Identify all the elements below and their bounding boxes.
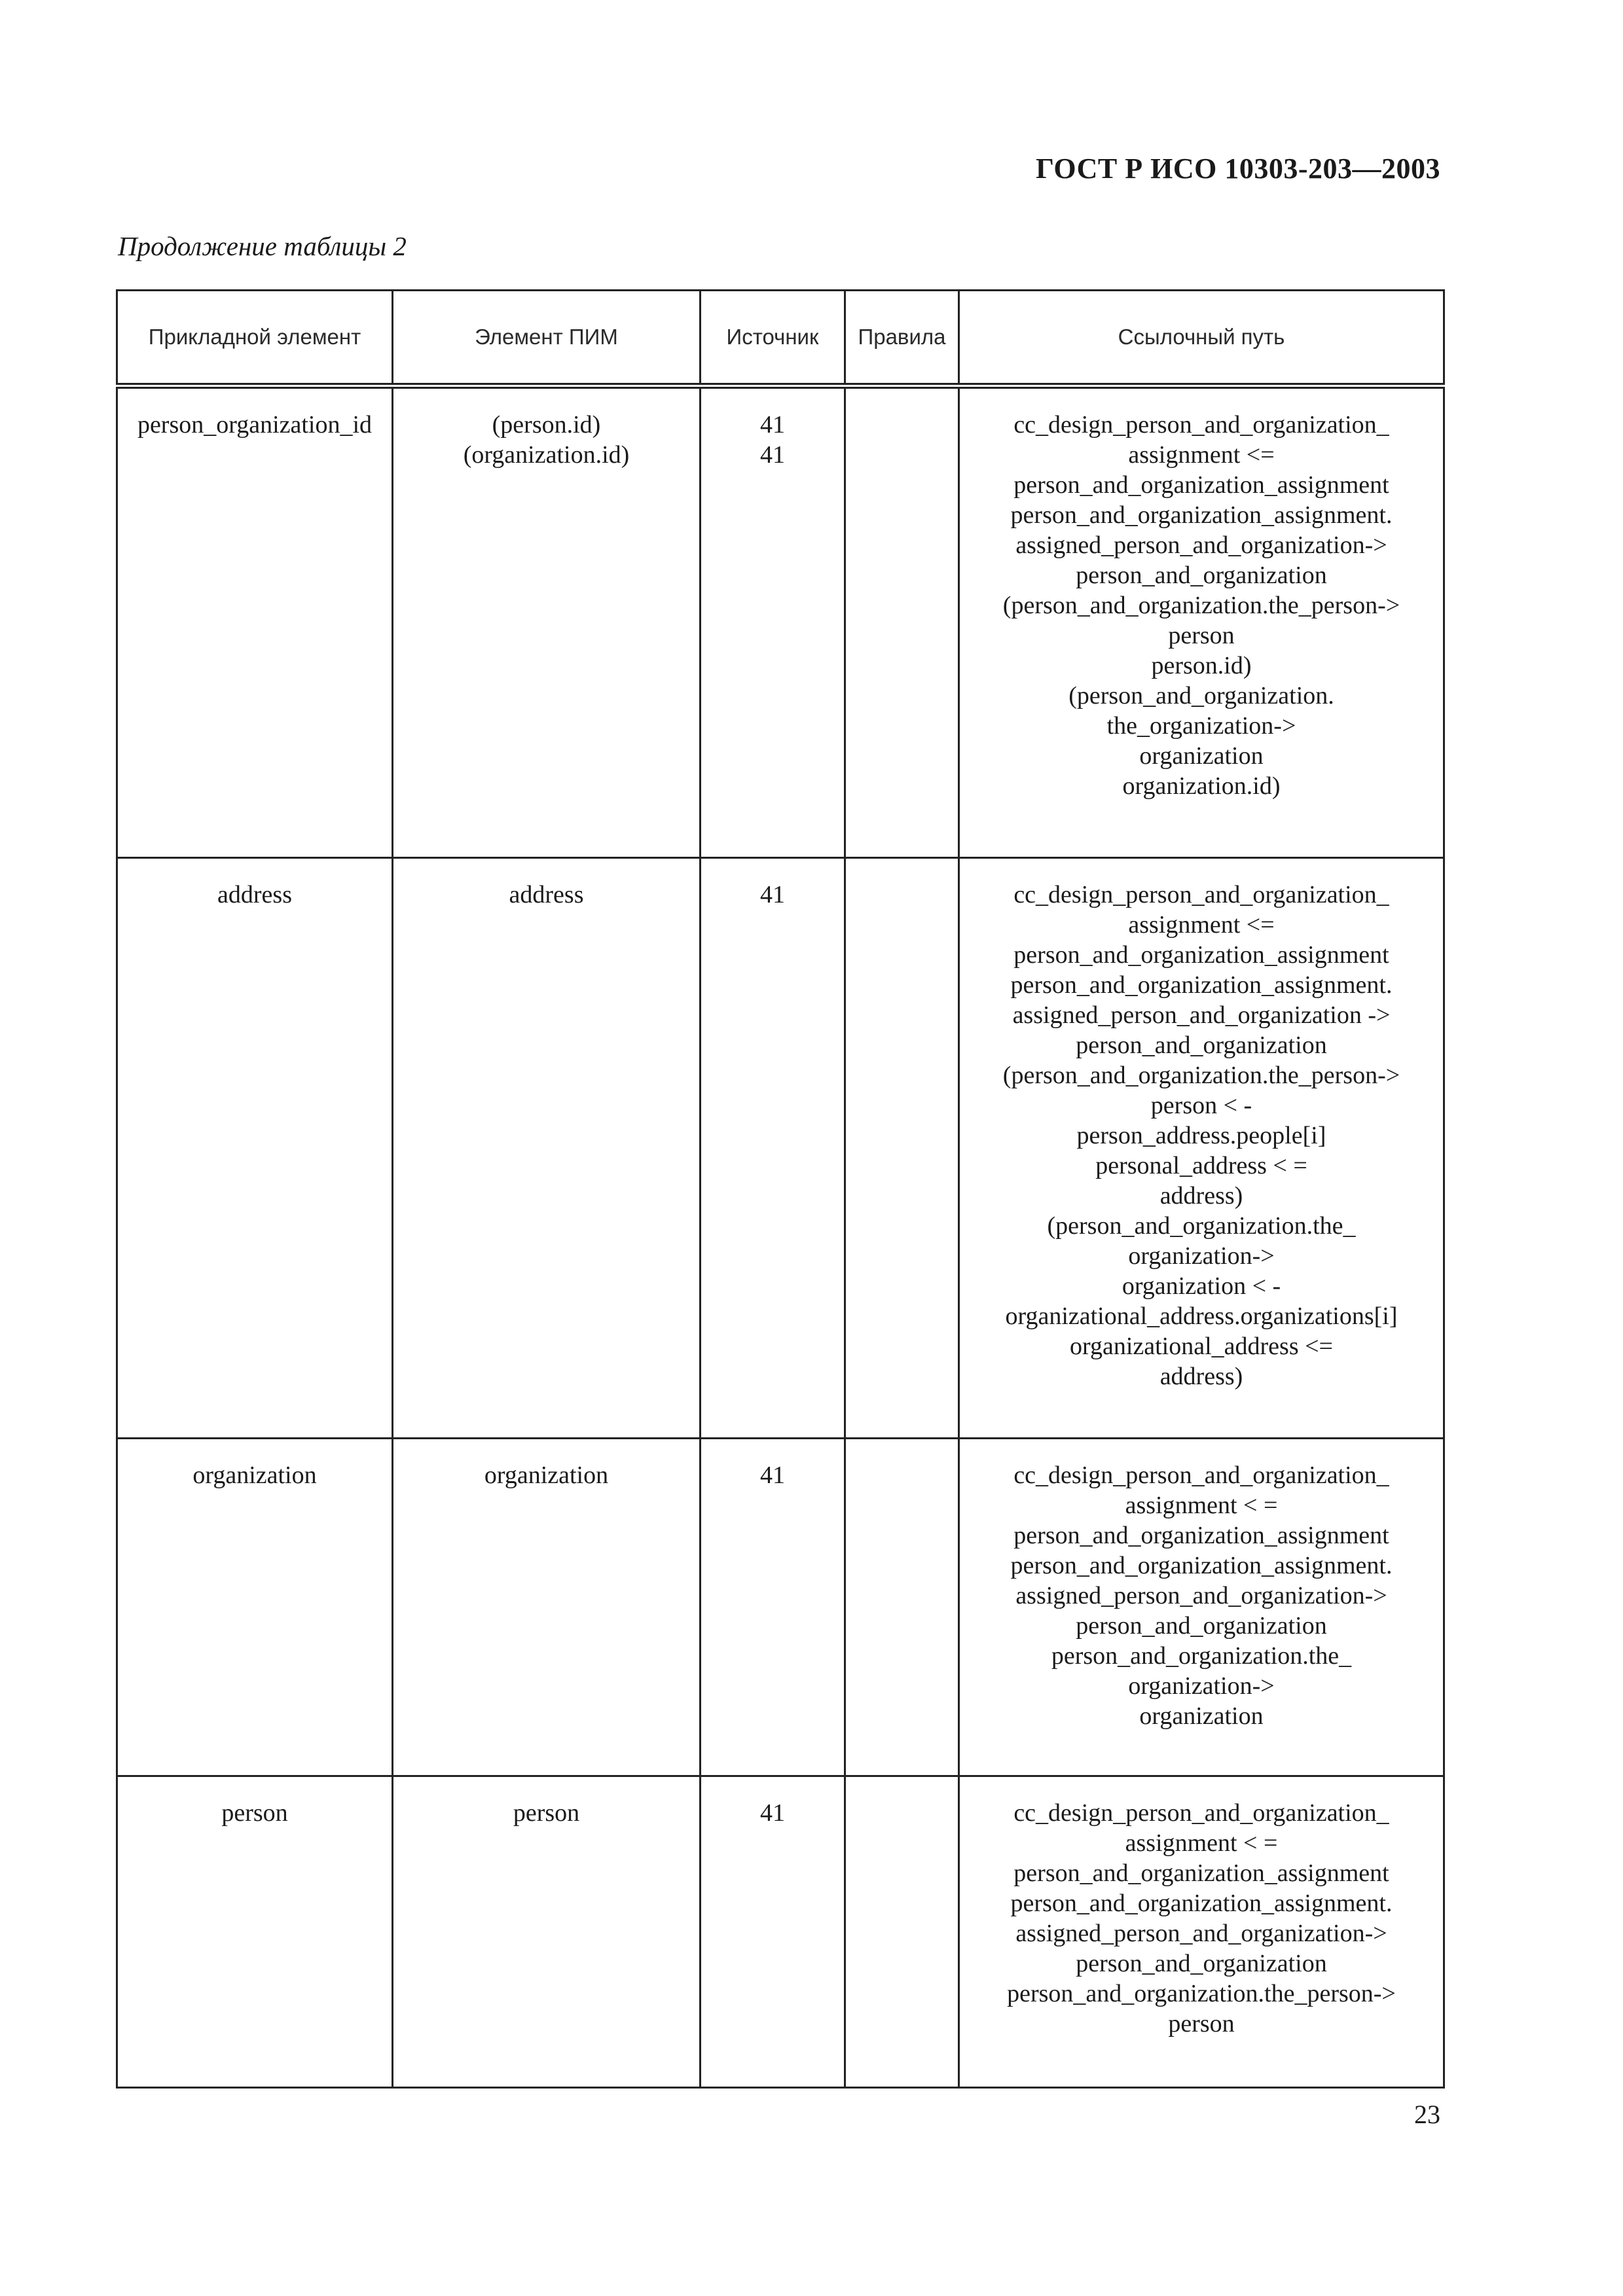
source-cell	[701, 386, 845, 858]
cell-line: person_and_organization	[1076, 562, 1327, 589]
cell-line: person_and_organization	[1076, 1950, 1327, 1977]
pim-element-cell	[393, 1439, 701, 1776]
pim-element-cell	[393, 1776, 701, 2088]
table-body	[117, 386, 1444, 2088]
cell-line: assignment <=	[1128, 441, 1275, 469]
cell-line: person	[513, 1799, 580, 1827]
cell-line: (person_and_organization.the_person->	[1002, 1062, 1400, 1089]
source-cell	[701, 858, 845, 1439]
table-row	[117, 386, 1444, 858]
cell-line: person_and_organization_assignment.	[1010, 1552, 1393, 1579]
cell-line: person_address.people[i]	[1076, 1122, 1326, 1149]
cell-line: the_organization->	[1106, 712, 1296, 740]
cell-line: person_organization_id	[137, 411, 373, 439]
source-cell	[701, 1776, 845, 2088]
cell-line: cc_design_person_and_organization_	[1013, 1799, 1389, 1827]
reference-path-cell	[959, 1776, 1444, 2088]
table-caption: Продолжение таблицы 2	[118, 231, 407, 261]
header-rules: Правила	[845, 291, 959, 386]
app-element-cell	[117, 386, 393, 858]
cell-line: address)	[1159, 1363, 1243, 1390]
cell-line: assignment < =	[1125, 1492, 1278, 1519]
cell-line: 41	[760, 1462, 785, 1489]
cell-line: person_and_organization_assignment	[1013, 471, 1389, 499]
cell-line: organization->	[1128, 1242, 1275, 1270]
cell-line: organizational_address.organizations[i]	[1005, 1302, 1398, 1330]
rules-cell	[845, 858, 959, 1439]
cell-line: person_and_organization_assignment.	[1010, 501, 1393, 529]
cell-line: (person_and_organization.the_person->	[1002, 592, 1400, 619]
cell-line: person_and_organization_assignment.	[1010, 1890, 1393, 1917]
cell-line: assignment <=	[1128, 911, 1275, 939]
cell-line: address	[217, 881, 292, 908]
cell-line: 41	[760, 411, 785, 439]
header-row	[117, 291, 1444, 386]
reference-path-cell	[959, 858, 1444, 1439]
header-pim-element: Элемент ПИМ	[393, 291, 701, 386]
page-number: 23	[1414, 2100, 1440, 2129]
cell-line: person_and_organization.the_person->	[1007, 1980, 1396, 2007]
cell-line: (person_and_organization.the_	[1047, 1212, 1356, 1240]
source-cell	[701, 1439, 845, 1776]
reference-path-cell	[959, 1439, 1444, 1776]
pim-element-cell	[393, 386, 701, 858]
app-element-cell	[117, 1439, 393, 1776]
app-element-cell	[117, 1776, 393, 2088]
cell-line: (person_and_organization.	[1068, 682, 1334, 709]
header-source: Источник	[701, 291, 845, 386]
mapping-table	[116, 289, 1445, 2089]
cell-line: assigned_person_and_organization->	[1015, 1920, 1387, 1947]
table-row	[117, 858, 1444, 1439]
cell-line: person_and_organization_assignment.	[1010, 971, 1393, 999]
table-header	[117, 291, 1444, 386]
cell-line: person_and_organization_assignment	[1013, 1522, 1389, 1549]
cell-line: cc_design_person_and_organization_	[1013, 1462, 1389, 1489]
cell-line: organizational_address <=	[1070, 1333, 1333, 1360]
cell-line: assignment < =	[1125, 1829, 1278, 1857]
cell-line: (person.id)	[492, 411, 601, 439]
cell-line: person	[221, 1799, 288, 1827]
table-row	[117, 1439, 1444, 1776]
header-reference-path: Ссылочный путь	[959, 291, 1444, 386]
cell-line: cc_design_person_and_organization_	[1013, 881, 1389, 908]
cell-line: organization < -	[1122, 1272, 1281, 1300]
reference-path-cell	[959, 386, 1444, 858]
cell-line: person_and_organization.the_	[1051, 1642, 1352, 1670]
cell-line: 41	[760, 881, 785, 908]
table-row	[117, 1776, 1444, 2088]
cell-line: 41	[760, 1799, 785, 1827]
cell-line: assigned_person_and_organization->	[1015, 531, 1387, 559]
rules-cell	[845, 1776, 959, 2088]
cell-line: (organization.id)	[463, 441, 630, 469]
cell-line: person_and_organization_assignment	[1013, 1859, 1389, 1887]
cell-line: address	[509, 881, 584, 908]
cell-line: organization->	[1128, 1672, 1275, 1700]
cell-line: assigned_person_and_organization ->	[1012, 1001, 1391, 1029]
cell-line: address)	[1159, 1182, 1243, 1210]
cell-line: organization	[484, 1462, 609, 1489]
pim-element-cell	[393, 858, 701, 1439]
cell-line: organization	[192, 1462, 317, 1489]
cell-line: organization	[1139, 1702, 1264, 1730]
rules-cell	[845, 1439, 959, 1776]
cell-line: person_and_organization	[1076, 1612, 1327, 1640]
cell-line: cc_design_person_and_organization_	[1013, 411, 1389, 439]
cell-line: person_and_organization	[1076, 1031, 1327, 1059]
cell-line: organization	[1139, 742, 1264, 770]
rules-cell	[845, 386, 959, 858]
cell-line: 41	[760, 441, 785, 469]
cell-line: organization.id)	[1122, 772, 1281, 800]
cell-line: personal_address < =	[1095, 1152, 1307, 1179]
cell-line: person < -	[1150, 1092, 1252, 1119]
app-element-cell	[117, 858, 393, 1439]
cell-line: person.id)	[1151, 652, 1252, 679]
cell-line: assigned_person_and_organization->	[1015, 1582, 1387, 1609]
header-app-element: Прикладной элемент	[117, 291, 393, 386]
cell-line: person	[1168, 622, 1235, 649]
cell-line: person	[1168, 2010, 1235, 2037]
cell-line: person_and_organization_assignment	[1013, 941, 1389, 969]
standard-title: ГОСТ Р ИСО 10303-203—2003	[1035, 152, 1440, 185]
